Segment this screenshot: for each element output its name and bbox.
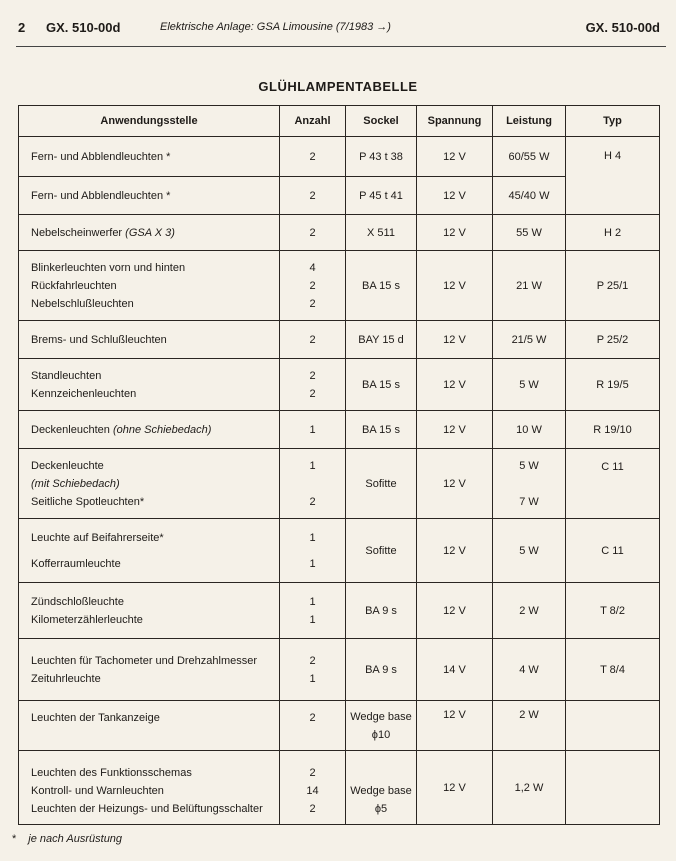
count-value: 2 [309, 712, 316, 724]
use-line: Rückfahrleuchten [31, 279, 117, 292]
voltage-cell: 12 V [417, 701, 493, 751]
use-text-italic: (GSA X 3) [125, 226, 175, 239]
footnote-text: je nach Ausrüstung [28, 833, 123, 845]
socket-cell: P 43 t 38 [346, 137, 417, 177]
table-row [19, 519, 660, 583]
count-value: 2 [309, 495, 316, 508]
count-value: 4 [309, 261, 316, 274]
use-line [31, 421, 279, 439]
socket-cell: P 45 t 41 [346, 177, 417, 215]
use-cell [19, 639, 280, 701]
count-value: 2 [309, 767, 316, 779]
use-line: Leuchten der Tankanzeige [31, 712, 160, 724]
type-cell [566, 701, 660, 751]
type-cell: R 19/5 [566, 359, 660, 411]
count-value: 1 [309, 459, 316, 472]
table-header-row [19, 106, 660, 137]
socket-cell: BAY 15 d [346, 321, 417, 359]
count-cell [280, 751, 346, 825]
power-cell: 55 W [493, 215, 566, 251]
count-value: 2 [309, 387, 316, 400]
socket-cell [346, 701, 417, 751]
count-value: 1 [309, 672, 316, 685]
type-cell: P 25/1 [566, 251, 660, 321]
power-cell: 5 W [493, 359, 566, 411]
socket-line: ϕ5 [374, 803, 388, 815]
page-number: 2 [18, 20, 26, 35]
count-cell [280, 137, 346, 177]
count-value: 1 [309, 423, 316, 436]
use-cell [19, 411, 280, 449]
count-cell [280, 251, 346, 321]
power-cell: 5 W [493, 519, 566, 583]
count-cell [280, 359, 346, 411]
count-value: 14 [306, 785, 319, 797]
table-row [19, 251, 660, 321]
voltage-cell: 12 V [417, 519, 493, 583]
socket-cell: BA 15 s [346, 359, 417, 411]
column-header-power: Leistung [493, 106, 566, 137]
use-line: Kennzeichenleuchten [31, 387, 137, 400]
count-cell [280, 701, 346, 751]
power-cell [493, 449, 566, 519]
column-header-type: Typ [566, 106, 660, 137]
power-cell: 4 W [493, 639, 566, 701]
use-cell [19, 321, 280, 359]
voltage-cell: 12 V [417, 137, 493, 177]
use-cell [19, 359, 280, 411]
table-row [19, 137, 660, 177]
footnote [12, 833, 122, 845]
power-cell: 21 W [493, 251, 566, 321]
voltage-cell: 12 V [417, 251, 493, 321]
column-header-count: Anzahl [280, 106, 346, 137]
power-value [493, 475, 565, 493]
voltage-cell: 12 V [417, 177, 493, 215]
use-line: Kontroll- und Warnleuchten [31, 785, 164, 797]
document-subtitle: Elektrische Anlage: GSA Limousine (7/1983 →) [160, 21, 391, 33]
socket-cell: Sofitte [346, 449, 417, 519]
use-cell [19, 177, 280, 215]
column-header-voltage: Spannung [417, 106, 493, 137]
use-cell [19, 449, 280, 519]
use-line: Deckenleuchte [31, 459, 104, 472]
voltage-cell: 12 V [417, 215, 493, 251]
count-value: 2 [309, 150, 316, 163]
count-cell [280, 639, 346, 701]
socket-line: ϕ10 [371, 729, 391, 741]
header-divider [16, 46, 666, 47]
use-line: Seitliche Spotleuchten* [31, 495, 145, 508]
voltage-cell: 12 V [417, 321, 493, 359]
type-cell: T 8/2 [566, 583, 660, 639]
count-value: 2 [309, 654, 316, 667]
count-value: 1 [309, 557, 316, 570]
table-row [19, 701, 660, 751]
count-value: 1 [309, 531, 316, 544]
use-line [31, 224, 279, 242]
voltage-cell: 12 V [417, 449, 493, 519]
count-value: 1 [309, 595, 316, 608]
use-line: Standleuchten [31, 369, 102, 382]
use-line: Kofferraumleuchte [31, 557, 121, 570]
voltage-cell: 12 V [417, 411, 493, 449]
voltage-cell: 14 V [417, 639, 493, 701]
use-line: Leuchten der Heizungs- und Belüftungsschalter [31, 803, 263, 815]
power-value: 7 W [519, 495, 539, 508]
table-row [19, 359, 660, 411]
socket-cell: BA 9 s [346, 583, 417, 639]
power-cell: 1,2 W [493, 751, 566, 825]
socket-cell: BA 15 s [346, 251, 417, 321]
power-cell: 60/55 W [493, 137, 566, 177]
use-text: Deckenleuchten [31, 423, 110, 436]
use-line: Leuchten für Tachometer und Drehzahlmesser [31, 654, 258, 667]
count-cell [280, 411, 346, 449]
document-code-right: GX. 510-00d [585, 20, 660, 35]
column-header-use: Anwendungsstelle [19, 106, 280, 137]
use-cell [19, 137, 280, 177]
voltage-cell: 12 V [417, 751, 493, 825]
count-value: 2 [309, 279, 316, 292]
use-cell [19, 519, 280, 583]
power-cell: 2 W [493, 701, 566, 751]
socket-cell [346, 751, 417, 825]
use-text: Nebelscheinwerfer [31, 226, 123, 239]
type-cell [566, 751, 660, 825]
use-cell [19, 215, 280, 251]
table-row [19, 321, 660, 359]
type-cell: T 8/4 [566, 639, 660, 701]
use-text-italic: (ohne Schiebedach) [112, 423, 212, 436]
page-title: GLÜHLAMPENTABELLE [258, 79, 418, 94]
power-cell: 10 W [493, 411, 566, 449]
power-value: 5 W [519, 459, 539, 472]
use-line: Fern- und Abblendleuchten * [31, 150, 171, 163]
power-cell: 45/40 W [493, 177, 566, 215]
type-cell: H 4 [566, 137, 660, 215]
use-line: Leuchte auf Beifahrerseite* [31, 531, 164, 544]
socket-cell: BA 9 s [346, 639, 417, 701]
use-cell [19, 583, 280, 639]
type-cell: H 2 [566, 215, 660, 251]
count-value: 1 [309, 613, 316, 626]
count-cell [280, 449, 346, 519]
document-code: GX. 510-00d [46, 20, 121, 35]
table-row [19, 751, 660, 825]
table-row [19, 177, 660, 215]
bulb-table [18, 105, 660, 825]
count-value [280, 475, 345, 493]
count-value: 2 [309, 333, 316, 346]
use-line: Zeituhrleuchte [31, 672, 101, 685]
type-cell: R 19/10 [566, 411, 660, 449]
use-line: Blinkerleuchten vorn und hinten [31, 261, 186, 274]
table-row [19, 639, 660, 701]
socket-line: Wedge base [350, 785, 412, 797]
use-line: Zündschloßleuchte [31, 595, 124, 608]
use-line: Leuchten des Funktionsschemas [31, 767, 192, 779]
count-value: 2 [309, 226, 316, 239]
use-line: (mit Schiebedach) [31, 477, 120, 490]
use-cell [19, 701, 280, 751]
type-cell: C 11 [566, 519, 660, 583]
power-cell: 21/5 W [493, 321, 566, 359]
use-line: Kilometerzählerleuchte [31, 613, 143, 626]
page-header [0, 20, 676, 40]
count-cell [280, 583, 346, 639]
table-row [19, 411, 660, 449]
count-cell [280, 321, 346, 359]
footnote-marker: * [12, 833, 17, 845]
type-cell: P 25/2 [566, 321, 660, 359]
count-cell [280, 519, 346, 583]
count-value: 2 [309, 189, 316, 202]
power-cell: 2 W [493, 583, 566, 639]
use-line: Brems- und Schlußleuchten [31, 333, 167, 346]
voltage-cell: 12 V [417, 359, 493, 411]
voltage-cell: 12 V [417, 583, 493, 639]
use-cell [19, 251, 280, 321]
count-cell [280, 215, 346, 251]
count-value: 2 [309, 297, 316, 310]
socket-cell: Sofitte [346, 519, 417, 583]
socket-cell: BA 15 s [346, 411, 417, 449]
table-row [19, 583, 660, 639]
socket-cell: X 511 [346, 215, 417, 251]
use-cell [19, 751, 280, 825]
count-value: 2 [309, 803, 316, 815]
use-line: Nebelschlußleuchten [31, 297, 134, 310]
table-row [19, 449, 660, 519]
count-value: 2 [309, 369, 316, 382]
count-cell [280, 177, 346, 215]
column-header-socket: Sockel [346, 106, 417, 137]
use-line: Fern- und Abblendleuchten * [31, 189, 171, 202]
table-row [19, 215, 660, 251]
type-cell: C 11 [566, 449, 660, 519]
socket-line: Wedge base [350, 711, 412, 723]
